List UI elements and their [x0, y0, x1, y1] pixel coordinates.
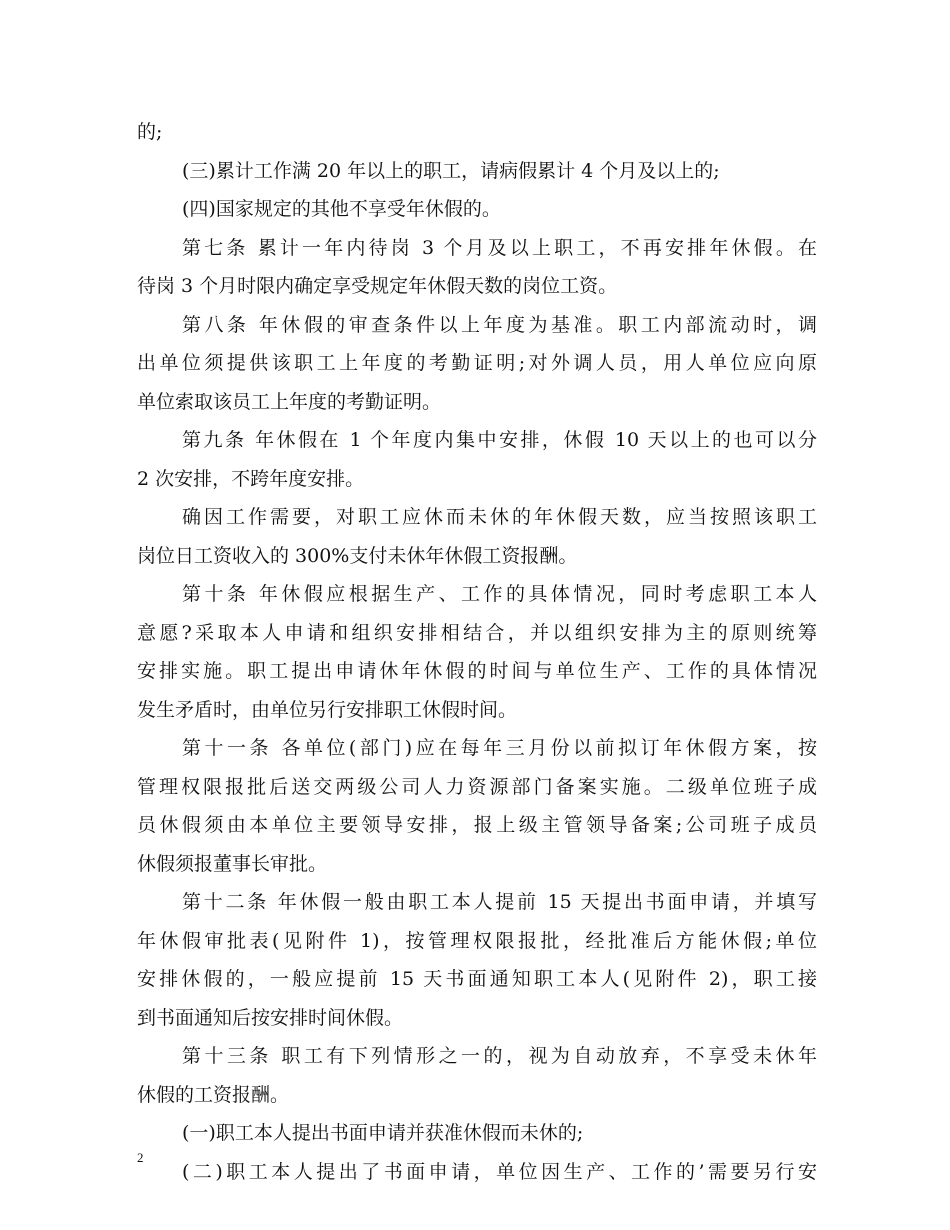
- text-line: 第八条 年休假的审查条件以上年度为基准。职工内部流动时，调: [182, 313, 817, 336]
- text-line: 单位索取该员工上年度的考勤证明。: [137, 390, 442, 413]
- text-line: 2 次安排，不跨年度安排。: [137, 467, 365, 490]
- text-line: (二)职工本人提出了书面申请，单位因生产、工作的’需要另行安: [182, 1160, 817, 1183]
- text-line: 休假的工资报酬。: [137, 1083, 290, 1106]
- text-line: 第十一条 各单位(部门)应在每年三月份以前拟订年休假方案，按: [182, 737, 817, 759]
- text-line: 到书面通知后按安排时间休假。: [137, 1006, 404, 1029]
- page-number: 2: [137, 1150, 144, 1165]
- text-line: 出单位须提供该职工上年度的考勤证明;对外调人员，用人单位应向原: [137, 352, 817, 374]
- text-line: 安排休假的，一般应提前 15 天书面通知职工本人(见附件 2)，职工接: [137, 968, 817, 990]
- document-body: [137, 113, 817, 1191]
- text-line: (三)累计工作满 20 年以上的职工，请病假累计 4 个月及以上的;: [182, 159, 720, 182]
- text-line: 第七条 累计一年内待岗 3 个月及以上职工，不再安排年休假。在: [182, 236, 817, 259]
- text-line: 第十三条 职工有下列情形之一的，视为自动放弃，不享受未休年: [182, 1045, 817, 1067]
- text-line: 安排实施。职工提出申请休年休假的时间与单位生产、工作的具体情况: [137, 660, 817, 682]
- text-line: 发生矛盾时，由单位另行安排职工休假时间。: [137, 698, 518, 721]
- text-line: 第十条 年休假应根据生产、工作的具体情况，同时考虑职工本人: [182, 583, 817, 605]
- text-line: 意愿?采取本人申请和组织安排相结合，并以组织安排为主的原则统筹: [137, 621, 817, 644]
- text-line: 确因工作需要，对职工应休而未休的年休假天数，应当按照该职工: [182, 506, 817, 528]
- text-line: 年休假审批表(见附件 1)，按管理权限报批，经批准后方能休假;单位: [137, 929, 817, 952]
- text-line: 管理权限报批后送交两级公司人力资源部门备案实施。二级单位班子成: [137, 775, 817, 798]
- text-line: (四)国家规定的其他不享受年休假的。: [182, 198, 501, 220]
- text-line: 第九条 年休假在 1 个年度内集中安排，休假 10 天以上的也可以分: [182, 429, 817, 451]
- text-line: 员休假须由本单位主要领导安排，报上级主管领导备案;公司班子成员: [137, 814, 817, 836]
- text-line: 第十二条 年休假一般由职工本人提前 15 天提出书面申请，并填写: [182, 891, 817, 913]
- text-line: 休假须报董事长审批。: [137, 852, 328, 875]
- text-line: 岗位日工资收入的 300%支付未休年休假工资报酬。: [137, 544, 578, 567]
- text-line: 的;: [137, 121, 163, 143]
- text-line: 待岗 3 个月时限内确定享受规定年休假天数的岗位工资。: [137, 275, 618, 297]
- text-line: (一)职工本人提出书面申请并获准休假而未休的;: [182, 1122, 584, 1144]
